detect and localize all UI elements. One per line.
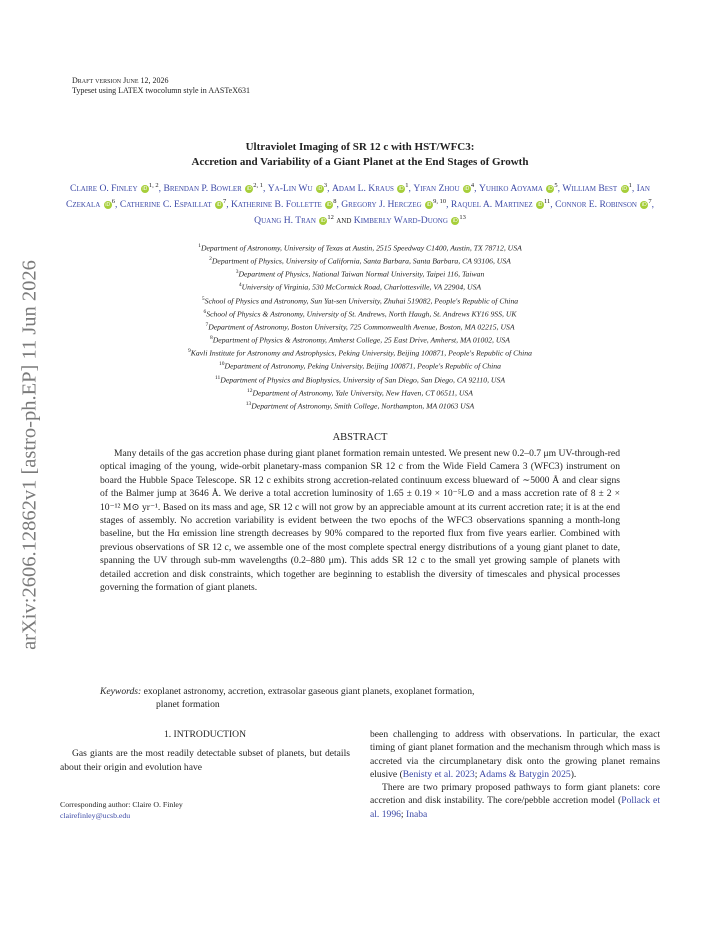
author[interactable] — [268, 183, 327, 194]
affiliation-text: School of Physics & Astronomy, University of St. Andrews, North Haugh, St. Andrews KY16 9SS, UK — [206, 309, 517, 319]
author[interactable] — [451, 199, 550, 210]
affiliation-text: Department of Astronomy, University of Texas at Austin, 2515 Speedway C1400, Austin, TX 78712, USA — [200, 243, 522, 253]
arxiv-side-label — [14, 235, 46, 675]
author-affiliation-number: 5 — [554, 182, 558, 189]
orcid-icon[interactable]: iD — [326, 201, 332, 208]
affiliation-number: 10 — [219, 361, 225, 368]
author-affiliation-number: 13 — [459, 213, 466, 221]
author-name[interactable]: William Best — [562, 183, 618, 195]
author[interactable] — [555, 199, 652, 210]
author-affiliation-number: 12 — [327, 213, 334, 221]
keywords — [100, 685, 620, 711]
affiliation-number: 3 — [235, 269, 239, 276]
affiliation-text: Department of Astronomy, Smith College, Northampton, MA 01063 USA — [251, 401, 475, 411]
author-name[interactable]: Gregory J. Herczeg — [341, 198, 422, 210]
author[interactable] — [120, 199, 226, 210]
intro-paragraph-continued — [370, 728, 660, 781]
author[interactable] — [341, 199, 446, 210]
title-line-2: Accretion and Variability of a Giant Planet at the End Stages of Growth — [191, 156, 529, 168]
citation-link-adams[interactable]: Adams & Batygin 2025 — [479, 768, 571, 780]
affiliation-text: Department of Astronomy, Boston University, 725 Commonwealth Avenue, Boston, MA 02215, USA — [208, 322, 515, 332]
citation-link-pollack[interactable]: Pollack et al. 1996 — [370, 795, 660, 820]
affiliation-text: Department of Physics, National Taiwan Normal University, Taipei 116, Taiwan — [238, 269, 485, 279]
author-affiliation-number: 9, 10 — [433, 197, 447, 205]
orcid-icon[interactable]: iD — [537, 201, 543, 208]
orcid-icon[interactable]: iD — [398, 186, 404, 193]
right-column — [370, 728, 660, 821]
affiliation-number: 13 — [245, 400, 252, 407]
author[interactable] — [254, 215, 334, 226]
affiliation-text: Kavli Institute for Astronomy and Astrophysics, Peking University, Beijing 100871, People's Republic of China — [190, 348, 532, 358]
orcid-icon[interactable]: iD — [105, 201, 111, 208]
intro-text-end: ). — [570, 768, 577, 780]
affiliation-line — [60, 254, 660, 267]
paper-title — [60, 140, 660, 170]
affiliation-line — [60, 320, 660, 333]
affiliation-text: School of Physics and Astronomy, Sun Yat-sen University, Zhuhai 519082, People's Republic of China — [204, 296, 519, 306]
author[interactable] — [354, 215, 466, 226]
affiliation-line — [60, 373, 660, 386]
affiliation-number: 1 — [198, 243, 201, 249]
author-name[interactable]: Ya-Lin Wu — [267, 183, 313, 195]
author-affiliation-number: 4 — [470, 182, 475, 189]
keywords-label: Keywords: — [100, 686, 142, 697]
affiliation-text: Department of Astronomy, Peking University, Beijing 100871, People's Republic of China — [224, 361, 501, 371]
affiliation-text: University of Virginia, 530 McCormick Road, Charlottesville, VA 22904, USA — [241, 283, 482, 293]
affiliation-text: Department of Physics and Biophysics, University of San Diego, San Diego, CA 92110, USA — [220, 375, 506, 385]
affiliation-line — [60, 307, 660, 320]
author-affiliation-number: 3 — [323, 182, 328, 189]
affiliation-number: 8 — [210, 335, 213, 342]
citation-separator: ; — [400, 808, 406, 820]
intro-text-2: There are two primary proposed pathways to form giant planets: core accretion and disk instability. The core/pebble accretion model ( — [370, 782, 660, 807]
affiliation-number: 12 — [247, 387, 253, 394]
author-name[interactable]: Kimberly Ward-Duong — [353, 214, 448, 226]
intro-paragraph: Gas giants are the most readily detectable subset of planets, but details about their origin and evolution have — [60, 748, 350, 773]
author-name[interactable]: Brendan P. Bowler — [163, 183, 242, 195]
orcid-icon[interactable]: iD — [246, 186, 252, 193]
author-affiliation-number: 1 — [405, 182, 409, 189]
author[interactable] — [413, 183, 474, 194]
orcid-icon[interactable]: iD — [317, 186, 323, 193]
corresponding-email-link[interactable]: clairefinley@ucsb.edu — [60, 810, 131, 820]
affiliation-line — [60, 267, 660, 280]
draft-version: Draft version June 12, 2026 — [72, 76, 169, 85]
corresponding-author — [60, 800, 350, 821]
keywords-continued: planet formation — [156, 699, 220, 710]
affiliation-line — [60, 386, 660, 399]
intro-paragraph-2 — [370, 781, 660, 821]
author-list: Claire O. Finley iD$^{1, 2}$, Brendan P. Bowler iD$^{2, 1}$, Ya-Lin Wu $iD^3$, Adam L. Kraus $iD^1$, Yifan Zhou $iD^4$, Yuhiko Aoyama $iD^5$, William Best $iD^1$, Ian Czekala $iD^6$, Catherine C. Espaillat $iD^7$, Katherine B. Follette $iD^8$, Gregory J. Herczeg iD$^{9, 10}$, Raquel A. Martinez $iD^{11}$, Connor E. Robinson $iD^7$, Quang H. Tran $iD^{12}$ and Kimberly Ward-Duong $iD^{13}$ — [65, 182, 655, 226]
affiliation-number: 2 — [209, 256, 212, 263]
orcid-icon[interactable]: iD — [622, 186, 627, 193]
orcid-icon[interactable]: iD — [464, 186, 470, 193]
author-affiliation-number: 1 — [628, 182, 632, 189]
corresponding-author-label: Corresponding author: Claire O. Finley — [60, 800, 183, 809]
affiliation-number: 7 — [205, 321, 209, 328]
author[interactable] — [231, 199, 336, 210]
affiliation-number: 5 — [201, 295, 205, 302]
author[interactable] — [332, 183, 409, 194]
author-name[interactable]: Yifan Zhou — [413, 183, 460, 195]
author-name[interactable]: Adam L. Kraus — [331, 183, 394, 195]
abstract-heading: ABSTRACT — [332, 432, 388, 443]
affiliation-line — [60, 294, 660, 307]
intro-text: been challenging to address with observations. In particular, the exact timing of giant planet formation and the mechanism through which mass is accreted via the circumplanetary disk onto the growing planet remains elusive ( — [370, 729, 660, 780]
citation-link-inaba[interactable]: Inaba — [406, 808, 428, 820]
author-affiliation-number: 2, 1 — [253, 182, 263, 189]
arxiv-identifier: arXiv:2606.12862v1 [astro-ph.EP] 11 Jun 2026 — [18, 260, 41, 650]
affiliation-list — [60, 241, 660, 412]
author-affiliation-number: 8 — [333, 197, 337, 205]
author-name[interactable]: Ian Czekala — [65, 183, 650, 210]
left-column — [60, 728, 350, 774]
affiliation-number: 4 — [238, 282, 242, 289]
affiliation-number: 9 — [188, 348, 191, 355]
keywords-text: exoplanet astronomy, accretion, extrasolar gaseous giant planets, exoplanet formation, — [143, 686, 475, 697]
author-name[interactable]: Claire O. Finley — [70, 183, 138, 195]
citation-link-benisty[interactable]: Benisty et al. 2023 — [402, 768, 475, 780]
orcid-icon[interactable]: iD — [320, 217, 326, 224]
author-affiliation-number: 6 — [111, 197, 116, 205]
page-header — [72, 76, 250, 96]
author[interactable] — [479, 183, 558, 194]
orcid-icon[interactable]: iD — [426, 201, 432, 208]
author[interactable] — [163, 183, 262, 194]
affiliation-number: 11 — [214, 374, 221, 381]
author-affiliation-number: 11 — [544, 197, 551, 205]
author-name[interactable]: Yuhiko Aoyama — [478, 183, 543, 195]
author-name[interactable]: Quang H. Tran — [254, 214, 316, 226]
author-name[interactable]: Connor E. Robinson — [555, 198, 637, 210]
author-name[interactable]: Katherine B. Follette — [231, 198, 322, 210]
author-affiliation-number: 1, 2 — [148, 182, 159, 189]
affiliation-line — [60, 241, 660, 254]
abstract-text: Many details of the gas accretion phase during giant planet formation remain untested. We present new 0.2–0.7 μm UV-through-red optical imaging of the young, wide-orbit planetary-mass companion SR 12 c from the Wide Field Camera 3 (WFC3) instrument on board the Hubble Space Telescope. SR 12 c exhibits strong accretion-related continuum excess blueward of ∼5000 Å and clear signs of the Balmer jump at 3646 Å. We derive a total accretion luminosity of 1.65 ± 0.19 × 10⁻⁵L⊙ and a mass accretion rate of 8 ± 2 × 10⁻¹² M⊙ yr⁻¹. Based on its mass and age, SR 12 c will not grow by an appreciable amount at its current accretion rate; it is at the end stages of assembly. No accretion variability is evident between the two epochs of the WFC3 observations spanning a month-long baseline, but the Hα emission line strength decreases by 90% compared to the reported flux from five years earlier. Combined with previous observations of SR 12 c, we assemble one of the most complete spectral energy distributions of a young giant planet to date, spanning the UV through sub-mm wavelengths (0.2–880 μm). This adds SR 12 c to the small yet growing sample of planets with detailed accretion and disk constraints, which together are beginning to establish the diversity of timescales and physical processes governing the formation of giant planets. — [100, 448, 620, 594]
orcid-icon[interactable]: iD — [142, 186, 148, 193]
citation-separator: ; — [474, 768, 480, 780]
author-name[interactable]: Raquel A. Martinez — [450, 198, 533, 210]
affiliation-text: Department of Physics, University of California, Santa Barbara, Santa Barbara, CA 93106, USA — [211, 256, 511, 266]
orcid-icon[interactable]: iD — [452, 217, 458, 224]
orcid-icon[interactable]: iD — [641, 201, 647, 208]
typeset-note: Typeset using LATEX twocolumn style in AASTeX631 — [72, 86, 250, 95]
affiliation-line — [60, 346, 660, 359]
title-line-1: Ultraviolet Imaging of SR 12 c with HST/WFC3: — [245, 141, 475, 153]
author-name[interactable]: Catherine C. Espaillat — [119, 198, 212, 210]
affiliation-line — [60, 359, 660, 372]
orcid-icon[interactable]: iD — [547, 186, 553, 193]
affiliation-number: 6 — [203, 308, 207, 315]
affiliation-line — [60, 399, 660, 412]
orcid-icon[interactable]: iD — [216, 201, 222, 208]
author[interactable] — [562, 183, 631, 194]
author-affiliation-number: 7 — [222, 197, 227, 205]
author[interactable] — [70, 183, 159, 194]
author-conjunction: and — [333, 214, 354, 226]
affiliation-text: Department of Physics & Astronomy, Amherst College, 25 East Drive, Amherst, MA 01002, USA — [212, 335, 510, 345]
affiliation-line — [60, 333, 660, 346]
affiliation-text: Department of Astronomy, Yale University, New Haven, CT 06511, USA — [252, 388, 473, 398]
section-heading-introduction: 1. INTRODUCTION — [163, 729, 247, 740]
author-affiliation-number: 7 — [648, 197, 652, 205]
affiliation-line — [60, 280, 660, 293]
